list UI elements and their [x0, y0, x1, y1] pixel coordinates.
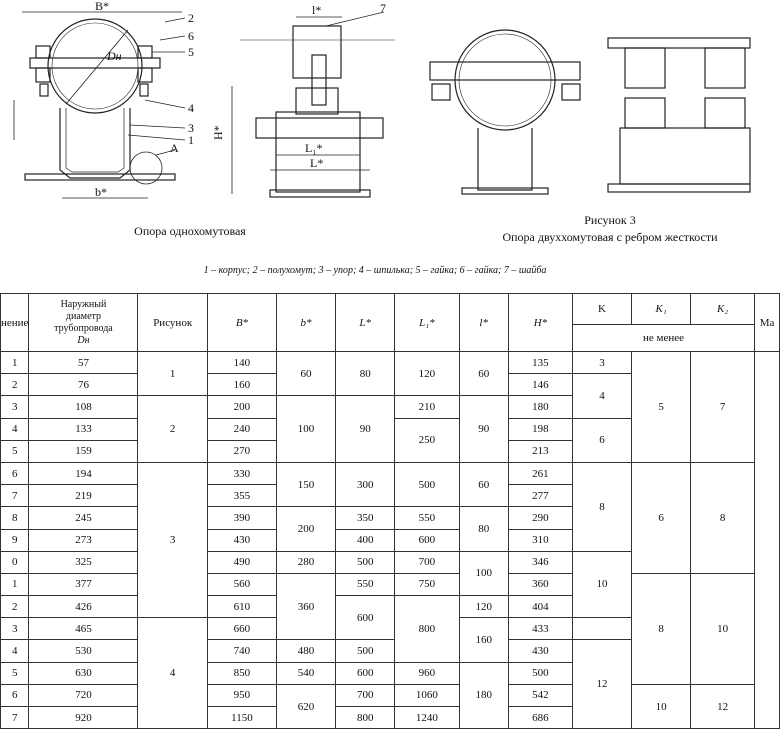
cell-b: 150 — [276, 462, 335, 506]
cell-L1: 120 — [395, 352, 459, 396]
cell-b: 480 — [276, 640, 335, 662]
cell-L: 600 — [336, 596, 395, 640]
header-diameter-line1: Наружный — [60, 298, 107, 310]
cell-designation: 2 — [1, 596, 29, 618]
cell-designation: 3 — [1, 618, 29, 640]
cell-H: 146 — [508, 374, 572, 396]
cell-H: 310 — [508, 529, 572, 551]
cell-K: 10 — [572, 551, 631, 618]
cell-B: 200 — [207, 396, 276, 418]
cell-b: 280 — [276, 551, 335, 573]
header-b: b* — [276, 294, 335, 352]
cell-designation: 6 — [1, 684, 29, 706]
header-diameter-line2: диаметр — [65, 310, 102, 322]
cell-K2: 12 — [691, 684, 755, 728]
header-figure: Рисунок — [138, 294, 207, 352]
cell-diameter: 720 — [29, 684, 138, 706]
label-H: H* — [211, 125, 225, 140]
drawings-area — [0, 0, 750, 290]
cell-designation: 6 — [1, 462, 29, 484]
header-l: l* — [459, 294, 508, 352]
cell-b: 100 — [276, 396, 335, 463]
cell-figure: 4 — [138, 618, 207, 729]
cell-K: 6 — [572, 418, 631, 462]
cell-diameter: 245 — [29, 507, 138, 529]
header-min-note: не менее — [572, 325, 754, 352]
label-n2: 2 — [188, 11, 194, 25]
cell-b: 60 — [276, 352, 335, 396]
cell-B: 560 — [207, 573, 276, 595]
cell-K2: 8 — [691, 462, 755, 573]
cell-L1: 700 — [395, 551, 459, 573]
cell-L1: 750 — [395, 573, 459, 595]
cell-l: 180 — [459, 662, 508, 729]
cell-diameter: 630 — [29, 662, 138, 684]
cell-K: 3 — [572, 352, 631, 374]
cell-K1: 5 — [632, 352, 691, 463]
cell-B: 610 — [207, 596, 276, 618]
cell-B: 740 — [207, 640, 276, 662]
cell-L1: 960 — [395, 662, 459, 684]
header-K: K — [572, 294, 631, 325]
cell-diameter: 76 — [29, 374, 138, 396]
cell-H: 430 — [508, 640, 572, 662]
cell-diameter: 108 — [29, 396, 138, 418]
cell-designation: 1 — [1, 573, 29, 595]
cell-L: 700 — [336, 684, 395, 706]
cell-designation: 0 — [1, 551, 29, 573]
label-L1: L₁* — [305, 141, 323, 155]
cell-L1: 210 — [395, 396, 459, 418]
cell-l: 90 — [459, 396, 508, 463]
cell-designation: 9 — [1, 529, 29, 551]
cell-B: 850 — [207, 662, 276, 684]
label-n3: 3 — [188, 121, 194, 135]
cell-designation: 7 — [1, 707, 29, 729]
cell-diameter: 273 — [29, 529, 138, 551]
cell-l: 160 — [459, 618, 508, 662]
cell-B: 240 — [207, 418, 276, 440]
cell-L1: 1240 — [395, 707, 459, 729]
cell-figure: 3 — [138, 462, 207, 617]
cell-diameter: 920 — [29, 707, 138, 729]
cell-diameter: 133 — [29, 418, 138, 440]
cell-B: 270 — [207, 440, 276, 462]
dimensions-table — [0, 293, 780, 729]
cell-L: 400 — [336, 529, 395, 551]
figure3-caption-block — [480, 212, 740, 246]
label-D: Dн — [107, 49, 122, 63]
cell-b: 540 — [276, 662, 335, 684]
header-H: H* — [508, 294, 572, 352]
cell-designation: 3 — [1, 396, 29, 418]
cell-last — [755, 352, 780, 729]
cell-L: 80 — [336, 352, 395, 396]
cell-B: 660 — [207, 618, 276, 640]
cell-l: 100 — [459, 551, 508, 595]
label-b: b* — [95, 185, 107, 199]
table-row — [1, 462, 780, 484]
label-l: l* — [312, 3, 322, 17]
cell-L: 800 — [336, 707, 395, 729]
cell-L1: 600 — [395, 529, 459, 551]
cell-diameter: 465 — [29, 618, 138, 640]
cell-H: 135 — [508, 352, 572, 374]
label-n7: 7 — [380, 1, 386, 15]
cell-l: 60 — [459, 462, 508, 506]
header-B: B* — [207, 294, 276, 352]
cell-designation: 2 — [1, 374, 29, 396]
figure3-drawing — [430, 30, 750, 194]
cell-designation: 1 — [1, 352, 29, 374]
label-n4: 4 — [188, 101, 194, 115]
cell-diameter: 57 — [29, 352, 138, 374]
cell-B: 430 — [207, 529, 276, 551]
label-n5: 5 — [188, 45, 194, 59]
cell-designation: 7 — [1, 485, 29, 507]
header-L: L* — [336, 294, 395, 352]
header-K1: K₁ — [632, 294, 691, 325]
cell-designation: 8 — [1, 507, 29, 529]
cell-B: 1150 — [207, 707, 276, 729]
header-L1: L₁* — [395, 294, 459, 352]
label-n6: 6 — [188, 29, 194, 43]
cell-K: 4 — [572, 374, 631, 418]
label-n1: 1 — [188, 133, 194, 147]
cell-diameter: 530 — [29, 640, 138, 662]
cell-diameter: 219 — [29, 485, 138, 507]
cell-H: 433 — [508, 618, 572, 640]
label-B: B* — [95, 0, 110, 13]
cell-B: 950 — [207, 684, 276, 706]
cell-b: 620 — [276, 684, 335, 728]
cell-diameter: 325 — [29, 551, 138, 573]
figure3-title: Рисунок 3 — [584, 213, 636, 227]
cell-K: 8 — [572, 462, 631, 551]
cell-K2: 7 — [691, 352, 755, 463]
cell-H: 346 — [508, 551, 572, 573]
cell-figure: 2 — [138, 396, 207, 463]
header-diameter — [29, 294, 138, 352]
cell-L1: 800 — [395, 596, 459, 663]
header-diameter-line3: трубопровода — [54, 322, 113, 334]
cell-B: 330 — [207, 462, 276, 484]
cell-L: 350 — [336, 507, 395, 529]
figure1-drawing — [14, 12, 185, 198]
label-A: A — [170, 141, 179, 155]
cell-L1: 1060 — [395, 684, 459, 706]
label-L: L* — [310, 156, 324, 170]
cell-l: 120 — [459, 596, 508, 618]
cell-diameter: 426 — [29, 596, 138, 618]
cell-L: 600 — [336, 662, 395, 684]
cell-L1: 250 — [395, 418, 459, 462]
cell-L1: 500 — [395, 462, 459, 506]
header-designation: нение — [1, 294, 29, 352]
cell-H: 404 — [508, 596, 572, 618]
cell-H: 686 — [508, 707, 572, 729]
header-K2: K₂ — [691, 294, 755, 325]
cell-L: 90 — [336, 396, 395, 463]
table-row — [1, 352, 780, 374]
cell-l: 80 — [459, 507, 508, 551]
cell-designation: 5 — [1, 440, 29, 462]
cell-designation: 4 — [1, 640, 29, 662]
cell-B: 390 — [207, 507, 276, 529]
cell-K1: 8 — [632, 573, 691, 684]
cell-H: 277 — [508, 485, 572, 507]
cell-diameter: 159 — [29, 440, 138, 462]
cell-H: 180 — [508, 396, 572, 418]
cell-B: 355 — [207, 485, 276, 507]
cell-L: 500 — [336, 551, 395, 573]
cell-K2: 10 — [691, 573, 755, 684]
cell-H: 290 — [508, 507, 572, 529]
cell-H: 500 — [508, 662, 572, 684]
cell-B: 160 — [207, 374, 276, 396]
cell-L: 500 — [336, 640, 395, 662]
cell-b: 360 — [276, 573, 335, 640]
cell-H: 213 — [508, 440, 572, 462]
cell-l: 60 — [459, 352, 508, 396]
cell-diameter: 377 — [29, 573, 138, 595]
figure1-caption: Опора однохомутовая — [134, 224, 246, 238]
cell-H: 360 — [508, 573, 572, 595]
cell-b: 200 — [276, 507, 335, 551]
cell-diameter: 194 — [29, 462, 138, 484]
cell-designation: 4 — [1, 418, 29, 440]
cell-K: 12 — [572, 640, 631, 729]
cell-K1: 6 — [632, 462, 691, 573]
legend: 1 – корпус; 2 – полухомут; 3 – упор; 4 – шпилька; 5 – гайка; 6 – гайка; 7 – шайба — [203, 265, 547, 276]
header-last: Ма — [755, 294, 780, 352]
cell-H: 261 — [508, 462, 572, 484]
figure3-caption: Опора двуххомутовая с ребром жесткости — [502, 230, 718, 244]
table-row — [1, 684, 780, 706]
cell-B: 140 — [207, 352, 276, 374]
cell-H: 542 — [508, 684, 572, 706]
cell-B: 490 — [207, 551, 276, 573]
cell-H: 198 — [508, 418, 572, 440]
header-diameter-symbol: Dн — [77, 334, 90, 346]
cell-K1: 10 — [632, 684, 691, 728]
table-row — [1, 573, 780, 595]
cell-L: 300 — [336, 462, 395, 506]
cell-figure: 1 — [138, 352, 207, 396]
cell-L: 550 — [336, 573, 395, 595]
cell-designation: 5 — [1, 662, 29, 684]
cell-L1: 550 — [395, 507, 459, 529]
